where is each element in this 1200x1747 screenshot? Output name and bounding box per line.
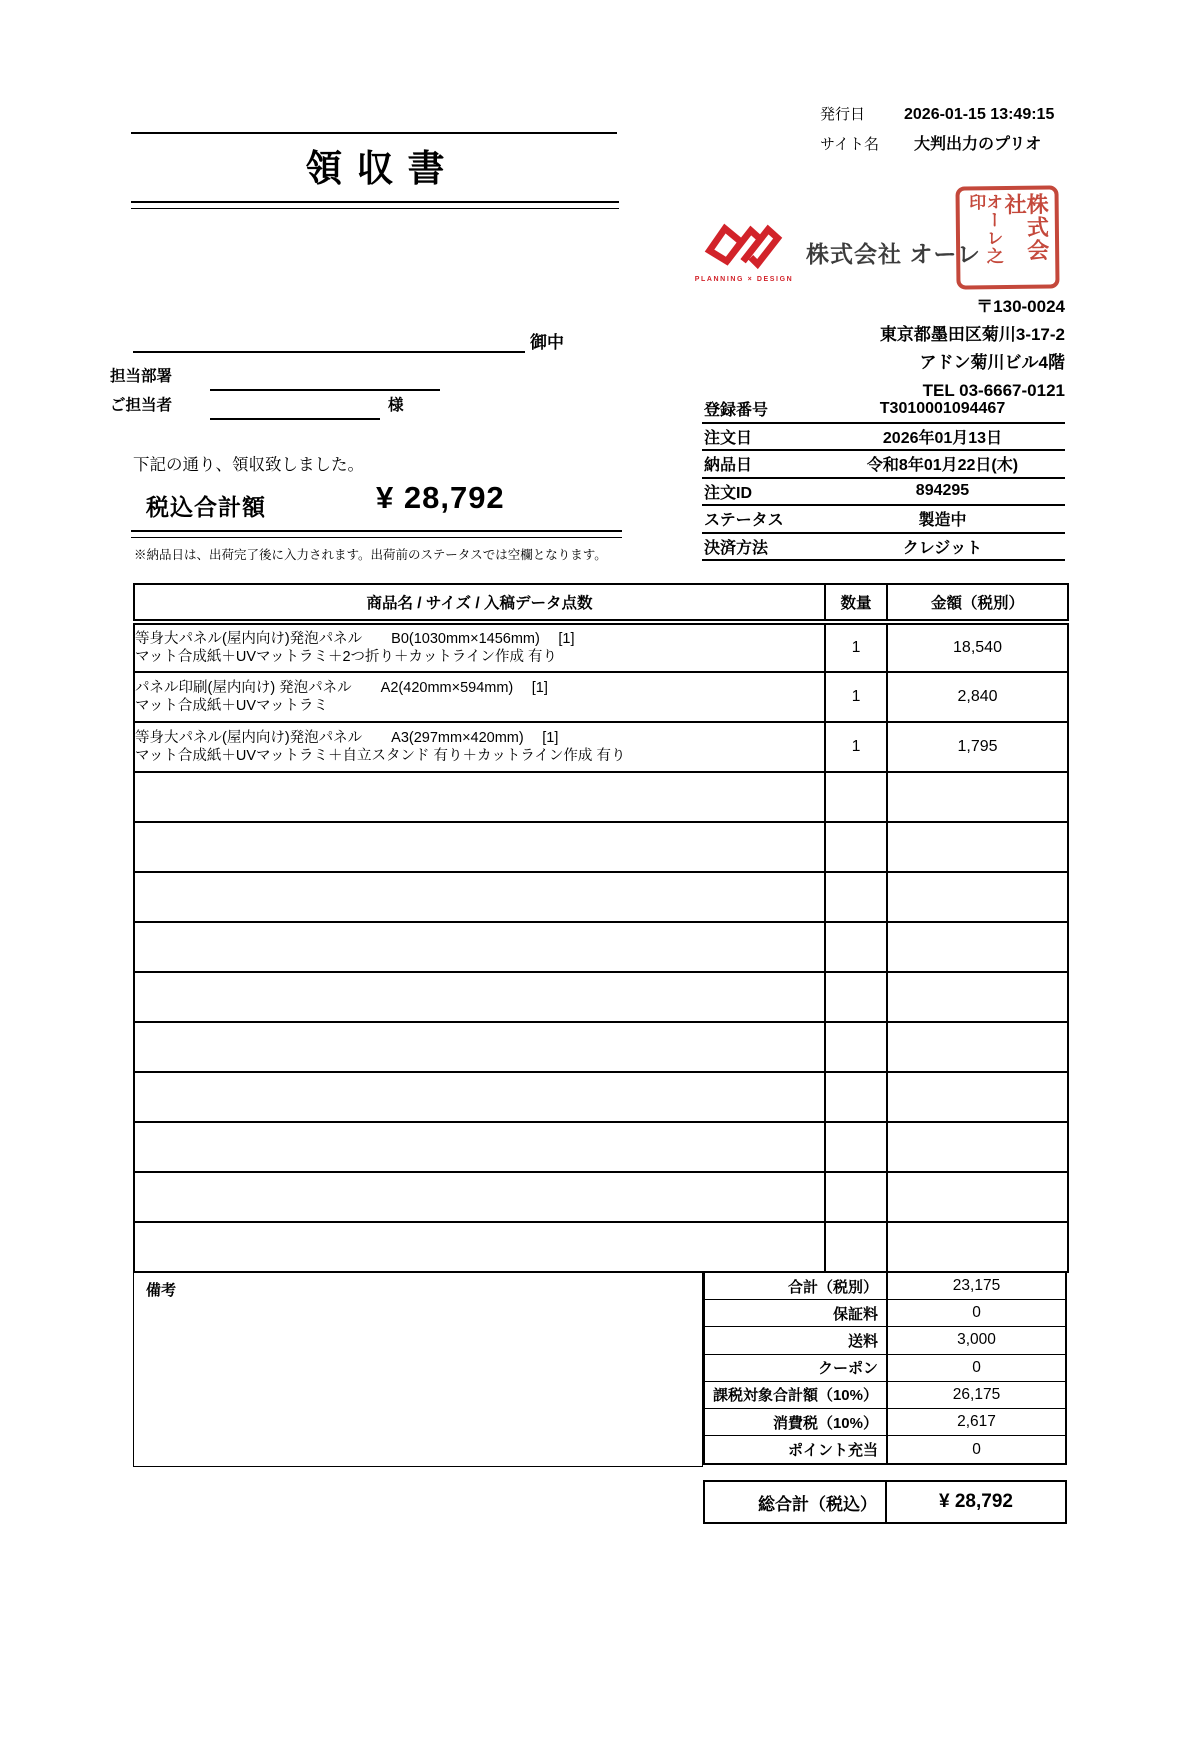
item-row xyxy=(134,622,1068,672)
item-amount xyxy=(887,772,1068,822)
item-description xyxy=(134,1122,825,1172)
items-table xyxy=(133,583,1069,1273)
order-date-row xyxy=(702,424,1065,452)
summary-row-tax xyxy=(705,1409,1065,1436)
item-description xyxy=(134,822,825,872)
item-description xyxy=(134,722,825,772)
item-description xyxy=(134,672,825,722)
warranty-label: 保証料 xyxy=(705,1300,888,1326)
item-row xyxy=(134,1022,1068,1072)
page-title: 領収書 xyxy=(305,148,459,189)
subtotal-label: 合計（税別） xyxy=(705,1273,888,1299)
item-qty: 1 xyxy=(825,622,887,672)
issue-info xyxy=(820,103,1180,161)
grand-total-label: 総合計（税込） xyxy=(705,1482,887,1522)
payment-method-label: 決済方法 xyxy=(704,539,769,557)
tax-value: 2,617 xyxy=(957,1413,996,1431)
receipt-statement: 下記の通り、領収致しました。 xyxy=(133,456,364,474)
delivery-note: ※納品日は、出荷完了後に入力されます。出荷前のステータスでは空欄となります。 xyxy=(134,548,607,562)
shipping-value: 3,000 xyxy=(957,1331,996,1349)
item-qty xyxy=(825,1022,887,1072)
summary-row-shipping xyxy=(705,1327,1065,1354)
summary-row-warranty xyxy=(705,1300,1065,1327)
item-row xyxy=(134,1122,1068,1172)
department-underline xyxy=(210,389,440,391)
total-amount-label: 税込合計額 xyxy=(146,494,266,520)
item-qty: 1 xyxy=(825,722,887,772)
item-row xyxy=(134,672,1068,722)
order-id-value: 894295 xyxy=(915,482,970,500)
company-seal-stamp xyxy=(955,185,1059,289)
qty-header: 数量 xyxy=(825,584,887,622)
item-qty xyxy=(825,822,887,872)
item-qty xyxy=(825,1072,887,1122)
order-info-table xyxy=(702,396,1065,561)
item-description xyxy=(134,872,825,922)
item-description xyxy=(134,972,825,1022)
payment-method-row xyxy=(702,534,1065,562)
item-line2: マット合成紙＋UVマットラミ＋2つ折り＋カットライン作成 有り xyxy=(135,649,557,665)
item-description xyxy=(134,922,825,972)
summary-row-taxable xyxy=(705,1382,1065,1409)
item-description xyxy=(134,772,825,822)
payment-method-value: クレジット xyxy=(902,539,983,557)
logo-tagline: PLANNING × DESIGN xyxy=(694,276,794,283)
item-amount: 2,840 xyxy=(887,672,1068,722)
item-qty xyxy=(825,1122,887,1172)
company-address xyxy=(680,293,1065,405)
items-header-row xyxy=(134,584,1068,622)
summary-row-points xyxy=(705,1436,1065,1463)
item-qty xyxy=(825,872,887,922)
item-qty xyxy=(825,772,887,822)
company-logo-icon xyxy=(698,212,794,277)
item-amount: 1,795 xyxy=(887,722,1068,772)
item-qty: 1 xyxy=(825,672,887,722)
item-line2: マット合成紙＋UVマットラミ＋自立スタンド 有り＋カットライン作成 有り xyxy=(135,748,626,764)
item-amount xyxy=(887,972,1068,1022)
item-line1: 等身大パネル(屋内向け)発泡パネル A3(297mm×420mm) [1] xyxy=(135,730,559,746)
item-row xyxy=(134,972,1068,1022)
amount-header: 金額（税別） xyxy=(887,584,1068,622)
issue-date-row xyxy=(820,103,1180,124)
item-amount xyxy=(887,1222,1068,1272)
item-row xyxy=(134,1222,1068,1272)
onchu-label: 御中 xyxy=(530,333,564,352)
item-amount: 18,540 xyxy=(887,622,1068,672)
delivery-date-label: 納品日 xyxy=(704,457,753,475)
delivery-date-row xyxy=(702,451,1065,479)
site-name-value: 大判出力のプリオ xyxy=(914,136,1042,153)
item-row xyxy=(134,822,1068,872)
item-row xyxy=(134,872,1068,922)
item-row xyxy=(134,772,1068,822)
summary-row-coupon xyxy=(705,1355,1065,1382)
registration-number-value: T3010001094467 xyxy=(879,399,1006,417)
item-line1: パネル印刷(屋内向け) 発泡パネル A2(420mm×594mm) [1] xyxy=(135,680,548,696)
item-amount xyxy=(887,872,1068,922)
order-id-label: 注文ID xyxy=(704,484,753,502)
item-amount xyxy=(887,1122,1068,1172)
site-name-row xyxy=(820,131,1180,154)
order-date-label: 注文日 xyxy=(704,429,753,447)
product-header: 商品名 / サイズ / 入稿データ点数 xyxy=(134,584,825,622)
item-qty xyxy=(825,972,887,1022)
item-description xyxy=(134,1222,825,1272)
remarks-label: 備考 xyxy=(146,1282,177,1299)
registration-number-row xyxy=(702,396,1065,424)
company-name: 株式会社 オーレ xyxy=(806,241,981,267)
department-label: 担当部署 xyxy=(110,368,173,385)
total-underline xyxy=(131,530,622,538)
postal-code: 〒130-0024 xyxy=(976,297,1065,316)
item-qty xyxy=(825,1222,887,1272)
person-underline xyxy=(210,418,380,420)
delivery-date-value: 令和8年01月22日(木) xyxy=(866,457,1019,475)
sama-label: 様 xyxy=(388,397,404,414)
item-line1: 等身大パネル(屋内向け)発泡パネル B0(1030mm×1456mm) [1] xyxy=(135,631,575,647)
address-line-2: アドン菊川ビル4階 xyxy=(919,353,1065,372)
remarks-box xyxy=(133,1271,703,1467)
item-description xyxy=(134,1022,825,1072)
shipping-label: 送料 xyxy=(705,1327,888,1353)
seal-text-col2: オーレ之印 xyxy=(966,193,1003,266)
item-row xyxy=(134,1172,1068,1222)
item-row xyxy=(134,1072,1068,1122)
status-value: 製造中 xyxy=(918,512,967,530)
order-id-row xyxy=(702,479,1065,507)
site-name-label: サイト名 xyxy=(820,136,879,153)
taxable-total-value: 26,175 xyxy=(952,1385,1001,1403)
subtotal-value: 23,175 xyxy=(952,1277,1001,1295)
item-amount xyxy=(887,922,1068,972)
summary-table xyxy=(703,1271,1067,1465)
address-line-1: 東京都墨田区菊川3-17-2 xyxy=(879,325,1065,344)
item-row xyxy=(134,922,1068,972)
points-label: ポイント充当 xyxy=(705,1436,888,1463)
title-rule-bottom xyxy=(131,201,619,209)
item-amount xyxy=(887,822,1068,872)
item-description xyxy=(134,622,825,672)
item-line2: マット合成紙＋UVマットラミ xyxy=(135,698,328,714)
grand-total-row xyxy=(703,1480,1067,1524)
issue-date-value: 2026-01-15 13:49:15 xyxy=(904,106,1055,123)
item-amount xyxy=(887,1072,1068,1122)
total-amount-value: ¥ 28,792 xyxy=(376,480,505,515)
coupon-label: クーポン xyxy=(705,1355,888,1381)
item-description xyxy=(134,1172,825,1222)
points-value: 0 xyxy=(972,1440,981,1458)
status-row xyxy=(702,506,1065,534)
recipient-underline xyxy=(133,351,525,353)
item-qty xyxy=(825,922,887,972)
tax-label: 消費税（10%） xyxy=(705,1409,888,1435)
summary-row-subtotal xyxy=(705,1273,1065,1300)
warranty-value: 0 xyxy=(972,1304,981,1322)
order-date-value: 2026年01月13日 xyxy=(882,429,1003,447)
item-description xyxy=(134,1072,825,1122)
item-qty xyxy=(825,1172,887,1222)
seal-text-col1: 株式会社 xyxy=(1002,192,1050,262)
item-row xyxy=(134,722,1068,772)
title-rule-top xyxy=(131,132,617,134)
phone-number: TEL 03-6667-0121 xyxy=(922,381,1065,400)
status-label: ステータス xyxy=(704,512,784,530)
grand-total-value: ¥ 28,792 xyxy=(939,1491,1013,1512)
registration-number-label: 登録番号 xyxy=(704,402,769,420)
taxable-total-label: 課税対象合計額（10%） xyxy=(705,1382,888,1408)
issue-date-label: 発行日 xyxy=(820,106,866,123)
coupon-value: 0 xyxy=(972,1358,981,1376)
person-label: ご担当者 xyxy=(110,397,173,414)
item-amount xyxy=(887,1022,1068,1072)
item-amount xyxy=(887,1172,1068,1222)
